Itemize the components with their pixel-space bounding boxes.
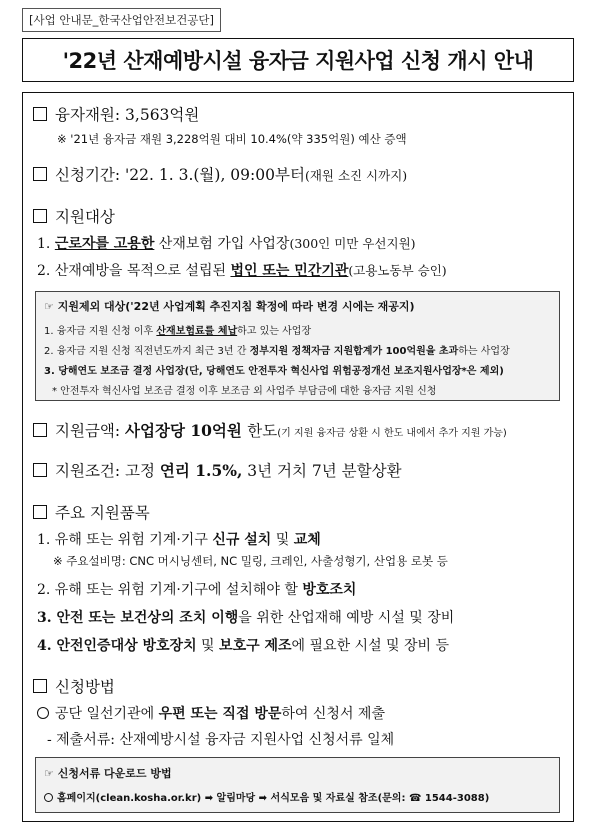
target-heading-line [33,205,115,227]
checkbox-square-icon [33,463,47,477]
exclusion-item-1-c: 하고 있는 사업장 [237,326,312,337]
conditions-main: 연리 1.5%, [159,461,243,480]
amount-main: 사업장당 10억원 [125,421,248,440]
method-step-c: 하여 신청서 제출 [281,706,385,722]
exclusion-item-2-a: 2. 융자금 지원 신청 직전년도까지 최근 3년 간 [44,346,250,357]
items-heading: 주요 지원품목 [55,504,150,522]
exclusion-item-2-c: 하는 사업장 [458,346,510,357]
method-step-b: 우편 또는 직접 방문 [158,706,282,722]
method-step [37,703,385,723]
support-item-4-b: 및 [196,638,220,654]
method-docs: - 제출서류: 산재예방시설 융자금 지원사업 신청서류 일체 [47,732,395,748]
support-item-2-b: 방호조치 [302,582,357,598]
support-item-1-note: ※ 주요설비명: CNC 머시닝센터, NC 밀링, 크레인, 사출성형기, 산업용 로봇 등 [53,554,448,568]
exclusion-item-1-a: 1. 융자금 지원 신청 이후 [44,326,157,337]
download-path-line [44,789,489,804]
target-item-1-emph: 근로자를 고용한 [54,236,155,252]
checkbox-square-icon [33,107,47,121]
circle-bullet-icon [44,793,53,802]
exclusion-item-1 [44,322,311,337]
support-item-1-c: 및 [271,532,294,548]
conditions-prefix: 지원조건: 고정 [55,462,160,480]
conditions-suffix: 3년 거치 7년 분할상환 [242,462,402,480]
support-item-4 [37,635,449,655]
budget-heading-line [33,103,199,125]
budget-heading: 융자재원: 3,563억원 [55,106,200,124]
target-item-2-emph: 법인 또는 민간기관 [230,263,349,279]
download-box [35,757,560,813]
method-heading: 신청방법 [55,678,115,696]
target-item-2-num: 2. [37,263,55,279]
period-prefix: 신청기간: [55,166,126,184]
method-step-a: 공단 일선기관에 [55,706,159,722]
checkbox-square-icon [33,209,47,223]
target-item-1-note: (300인 미만 우선지원) [289,236,416,251]
amount-suffix: 한도 [247,422,278,440]
amount-heading-line [33,419,507,441]
amount-note: (기 지원 융자금 상환 시 한도 내에서 추가 지원 가능) [277,428,507,439]
support-item-4-c: 보호구 제조 [219,638,292,654]
exclusion-title: ☞ 지원제외 대상('22년 사업계획 추진지침 확정에 따라 변경 시에는 재공지) [44,300,415,313]
support-item-3-a: 3. 안전 또는 보건상의 조치 이행 [37,610,239,626]
period-main: '22. 1. 3.(월), 09:00부터 [125,166,305,184]
support-item-4-d: 에 필요한 시설 및 장비 등 [291,638,450,654]
support-item-2-a: 2. 유해 또는 위험 기계·기구에 설치해야 할 [37,582,303,598]
exclusion-item-3-note: * 안전투자 혁신사업 보조금 결정 이후 보조금 외 사업주 부담금에 대한 융자금 지원 신청 [52,386,437,397]
support-item-1 [37,529,321,549]
support-item-4-a: 4. 안전인증대상 방호장치 [37,638,197,654]
method-heading-line [33,675,115,697]
period-suffix: (재원 소진 시까지) [304,168,408,183]
target-item-2 [37,260,447,280]
period-heading-line [33,163,407,185]
exclusion-item-2 [44,342,510,357]
checkbox-square-icon [33,505,47,519]
budget-note: ※ '21년 융자금 재원 3,228억원 대비 10.4%(약 335억원) 예산 증액 [57,132,407,146]
exclusion-item-2-b: 정부지원 정책자금 지원합계가 100억원을 초과 [249,346,459,357]
support-item-1-d: 교체 [293,532,321,548]
circle-bullet-icon [37,707,49,719]
exclusion-box [35,291,560,401]
target-item-1-text: 산재보험 가입 사업장 [154,236,290,252]
notice-body [22,92,574,822]
target-item-2-text: 산재예방을 목적으로 설립된 [54,263,231,279]
target-item-1 [37,233,416,253]
exclusion-item-3: 3. 당해연도 보조금 결정 사업장(단, 당해연도 안전투자 혁신사업 위험공정개선 보조지원사업장*은 제외) [44,366,504,377]
support-item-3-b: 을 위한 산업재해 예방 시설 및 장비 [238,610,455,626]
support-item-1-b: 신규 설치 [212,532,272,548]
amount-prefix: 지원금액: [55,422,126,440]
exclusion-item-1-b: 산재보험료를 체납 [156,326,238,337]
download-title: ☞ 신청서류 다운로드 방법 [44,767,172,780]
support-item-1-a: 1. 유해 또는 위험 기계·기구 [37,532,213,548]
target-item-1-num: 1. [37,236,55,252]
support-item-3 [37,607,454,627]
support-item-2 [37,579,356,599]
header-tag: [사업 안내문_한국산업안전보건공단] [22,8,221,32]
page-title: '22년 산재예방시설 융자금 지원사업 신청 개시 안내 [22,38,574,82]
conditions-heading-line [33,459,402,481]
target-item-2-note: (고용노동부 승인) [348,263,447,278]
target-heading: 지원대상 [55,208,115,226]
items-heading-line [33,501,150,523]
checkbox-square-icon [33,679,47,693]
download-path: 홈페이지(clean.kosha.or.kr) ➡ 알림마당 ➡ 서식모음 및 자료실 참조(문의: ☎ 1544-3088) [57,793,490,804]
checkbox-square-icon [33,167,47,181]
checkbox-square-icon [33,423,47,437]
